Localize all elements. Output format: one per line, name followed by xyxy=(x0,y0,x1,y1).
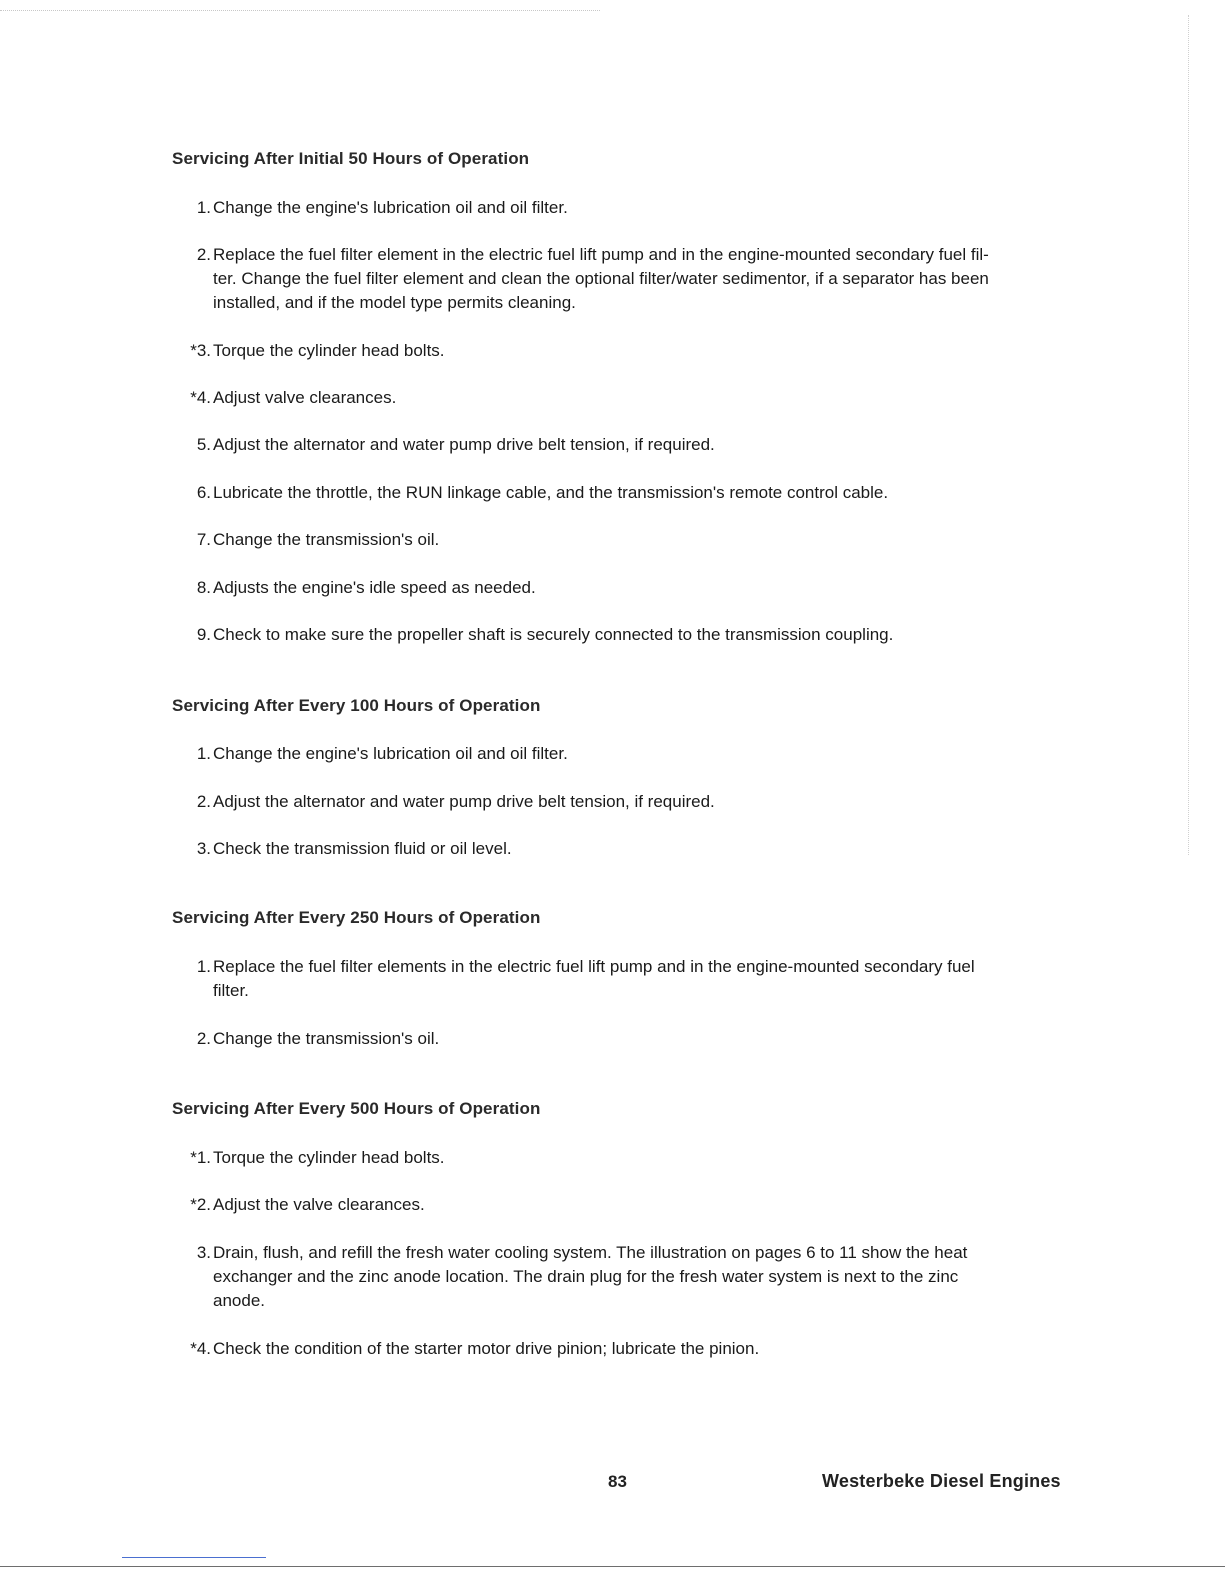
scan-edge-bottom xyxy=(0,1566,1225,1567)
item-line: Replace the fuel filter element in the electric fuel lift pump and in the engine-mounted secondary fuel fil- xyxy=(213,245,989,264)
item-number: *3. xyxy=(190,341,211,360)
item-number: 2. xyxy=(196,792,211,811)
item-line: Change the engine's lubrication oil and oil filter. xyxy=(213,198,568,217)
item-text xyxy=(213,386,1083,410)
item-number: 8. xyxy=(196,578,211,597)
section-heading: Servicing After Every 100 Hours of Operation xyxy=(172,696,541,715)
item-text xyxy=(213,433,1083,457)
scan-edge-top xyxy=(0,10,600,11)
item-line: Check the condition of the starter motor drive pinion; lubricate the pinion. xyxy=(213,1339,760,1358)
item-text xyxy=(213,790,1083,814)
item-text xyxy=(213,481,1083,505)
item-line: Adjust the alternator and water pump drive belt tension, if required. xyxy=(213,792,715,811)
item-text xyxy=(213,1146,1083,1170)
item-text xyxy=(213,1193,1083,1217)
item-number: *4. xyxy=(190,388,211,407)
item-line: Adjust valve clearances. xyxy=(213,388,397,407)
item-text xyxy=(213,576,1083,600)
item-text xyxy=(213,1241,1083,1313)
item-number: 1. xyxy=(196,957,211,976)
item-line: Change the engine's lubrication oil and oil filter. xyxy=(213,744,568,763)
scan-edge-mark xyxy=(122,1557,266,1558)
item-line: Check to make sure the propeller shaft is securely connected to the transmission coupling. xyxy=(213,625,894,644)
item-line: anode. xyxy=(213,1291,265,1310)
item-number: *4. xyxy=(190,1339,211,1358)
item-text xyxy=(213,243,1083,315)
item-line: Change the transmission's oil. xyxy=(213,530,440,549)
item-line: Check the transmission fluid or oil level. xyxy=(213,839,512,858)
item-number: *1. xyxy=(190,1148,211,1167)
item-line: Drain, flush, and refill the fresh water cooling system. The illustration on pages 6 to 11 show the heat xyxy=(213,1243,968,1262)
item-text xyxy=(213,837,1083,861)
item-line: Adjusts the engine's idle speed as needed. xyxy=(213,578,536,597)
item-number: 3. xyxy=(196,839,211,858)
item-line: exchanger and the zinc anode location. The drain plug for the fresh water system is next to the zinc xyxy=(213,1267,959,1286)
section-heading: Servicing After Every 250 Hours of Operation xyxy=(172,908,541,927)
item-text xyxy=(213,1027,1083,1051)
item-number: 7. xyxy=(196,530,211,549)
item-text xyxy=(213,623,1083,647)
item-text xyxy=(213,196,1083,220)
item-line: filter. xyxy=(213,981,249,1000)
item-text xyxy=(213,339,1083,363)
item-number: 3. xyxy=(196,1243,211,1262)
scan-edge-right xyxy=(1188,15,1189,855)
item-line: Torque the cylinder head bolts. xyxy=(213,1148,445,1167)
item-text xyxy=(213,955,1083,1003)
item-number: 5. xyxy=(196,435,211,454)
item-line: Replace the fuel filter elements in the electric fuel lift pump and in the engine-mounted secondary fuel xyxy=(213,957,975,976)
item-text xyxy=(213,528,1083,552)
item-number: 1. xyxy=(196,744,211,763)
item-line: Adjust the alternator and water pump drive belt tension, if required. xyxy=(213,435,715,454)
section-heading: Servicing After Every 500 Hours of Operation xyxy=(172,1099,541,1118)
item-text xyxy=(213,742,1083,766)
item-line: Change the transmission's oil. xyxy=(213,1029,440,1048)
item-number: 6. xyxy=(196,483,211,502)
item-number: 2. xyxy=(196,1029,211,1048)
item-line: installed, and if the model type permits cleaning. xyxy=(213,293,576,312)
item-line: Adjust the valve clearances. xyxy=(213,1195,425,1214)
footer-brand: Westerbeke Diesel Engines xyxy=(822,1471,1061,1491)
item-line: Torque the cylinder head bolts. xyxy=(213,341,445,360)
item-number: *2. xyxy=(190,1195,211,1214)
item-line: ter. Change the fuel filter element and clean the optional filter/water sedimentor, if a separator has been xyxy=(213,269,989,288)
item-text xyxy=(213,1337,1083,1361)
item-number: 1. xyxy=(196,198,211,217)
item-line: Lubricate the throttle, the RUN linkage cable, and the transmission's remote control cable. xyxy=(213,483,889,502)
section-heading: Servicing After Initial 50 Hours of Operation xyxy=(172,149,530,168)
page-number: 83 xyxy=(608,1472,627,1491)
item-number: 2. xyxy=(196,245,211,264)
item-number: 9. xyxy=(196,625,211,644)
